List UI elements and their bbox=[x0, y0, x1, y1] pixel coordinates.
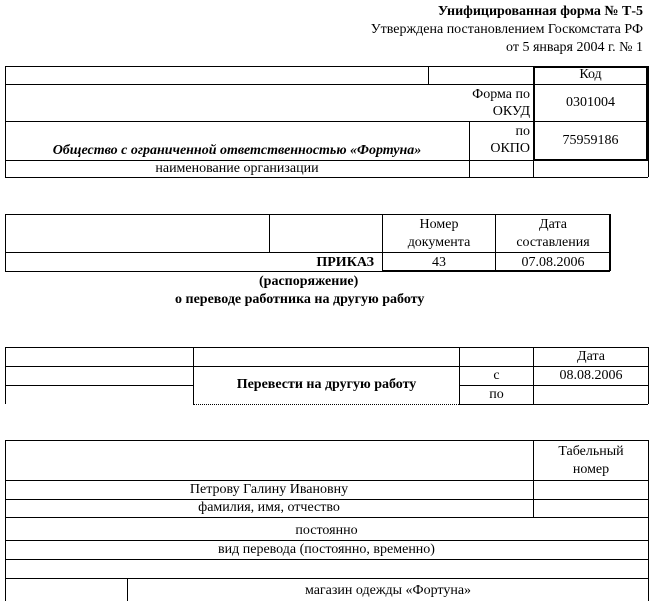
doc-number: 43 bbox=[432, 255, 446, 270]
employee-name-caption: фамилия, имя, отчество bbox=[198, 500, 340, 515]
okpo-label-2: ОКПО bbox=[490, 141, 530, 156]
employee-name: Петрову Галину Ивановну bbox=[189, 482, 349, 497]
doc-number-header-2: документа bbox=[407, 235, 471, 250]
transfer-type-caption: вид перевода (постоянно, временно) bbox=[218, 542, 435, 557]
okud-code: 0301004 bbox=[566, 95, 615, 110]
from-date: 08.08.2006 bbox=[559, 368, 623, 383]
to-label: по bbox=[489, 387, 504, 402]
code-header: Код bbox=[579, 67, 602, 82]
doc-date: 07.08.2006 bbox=[521, 255, 585, 270]
okpo-code: 75959186 bbox=[562, 133, 619, 148]
order-subject: о переводе работника на другую работу bbox=[175, 292, 425, 307]
tab-number-header-2: номер bbox=[572, 462, 610, 477]
form-title: Унифицированная форма № Т-5 bbox=[437, 4, 643, 19]
transfer-date-header: Дата bbox=[577, 349, 605, 364]
doc-date-header-2: составления bbox=[516, 235, 590, 250]
from-label: с bbox=[493, 368, 500, 383]
department-name: магазин одежды «Фортуна» bbox=[304, 583, 472, 598]
doc-date-header: Дата bbox=[539, 217, 567, 232]
transfer-action: Перевести на другую работу bbox=[236, 377, 417, 392]
doc-number-header: Номер bbox=[419, 217, 459, 232]
okud-label-2: ОКУД bbox=[492, 104, 530, 119]
okpo-label: по bbox=[515, 124, 530, 139]
okud-label: Форма по bbox=[472, 87, 530, 102]
rasporyazhenie: (распоряжение) bbox=[259, 274, 359, 289]
approval-line: Утверждена постановлением Госкомстата РФ bbox=[370, 22, 643, 37]
tab-number-header: Табельный bbox=[558, 444, 624, 459]
approval-date-line: от 5 января 2004 г. № 1 bbox=[506, 40, 643, 55]
organization-caption: наименование организации bbox=[155, 161, 319, 176]
prikaz-title: ПРИКАЗ bbox=[316, 255, 374, 270]
transfer-type: постоянно bbox=[295, 523, 358, 538]
organization-name: Общество с ограниченной ответственностью «Фортуна» bbox=[52, 143, 422, 158]
